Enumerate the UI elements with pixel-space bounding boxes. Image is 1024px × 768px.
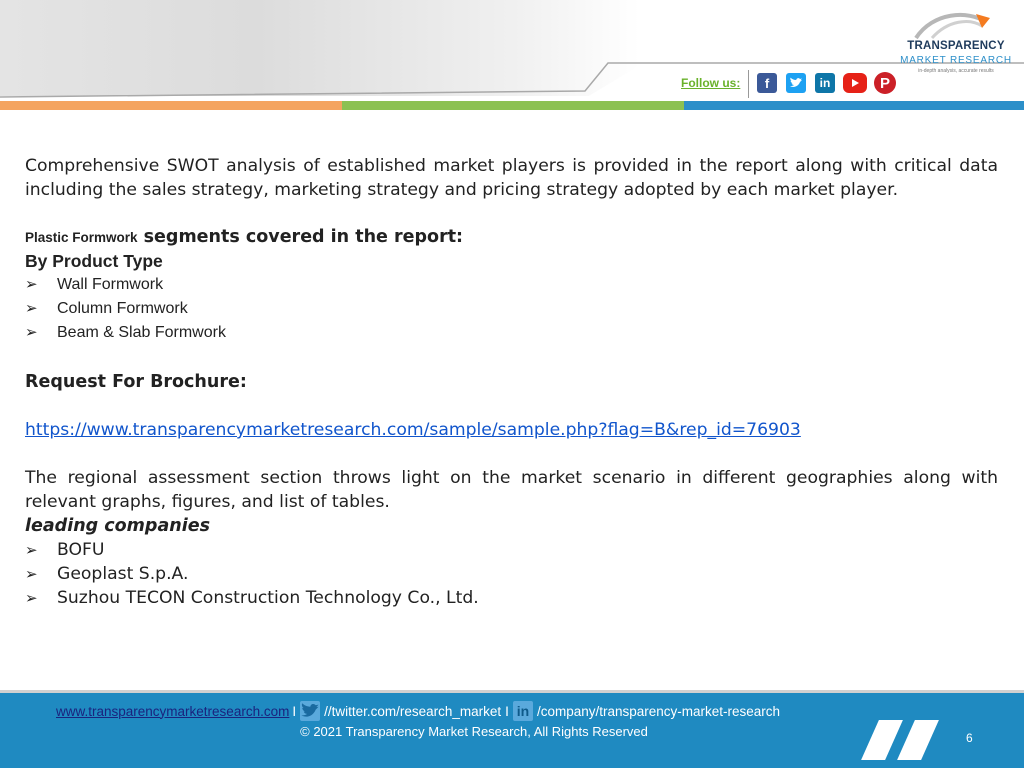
linkedin-link[interactable]: /company/transparency-market-research xyxy=(536,703,781,719)
footer-separator: I xyxy=(505,703,509,719)
list-item-text: Column Formwork xyxy=(57,300,188,317)
logo-arrow-icon xyxy=(898,12,1014,42)
twitter-icon[interactable] xyxy=(300,701,320,721)
follow-us-label: Follow us: xyxy=(681,76,741,90)
regional-paragraph: The regional assessment section throws light on the market scenario in different geographies along with relevant graphs, figures, and list of tables. xyxy=(25,468,998,512)
logo-line2: MARKET RESEARCH xyxy=(900,55,1012,66)
footer xyxy=(0,693,1024,768)
arrow-bullet-icon: ➢ xyxy=(25,276,38,293)
pinterest-icon[interactable]: P xyxy=(874,72,896,94)
header-stripe-green xyxy=(342,101,684,110)
list-item-text: Suzhou TECON Construction Technology Co., Ltd. xyxy=(57,588,479,608)
follow-separator xyxy=(748,70,749,98)
list-item xyxy=(25,273,998,297)
list-item-text: Wall Formwork xyxy=(57,276,164,293)
brochure-link[interactable]: https://www.transparencymarketresearch.com/sample/sample.php?flag=B&rep_id=76903 xyxy=(25,420,801,440)
list-item-text: Geoplast S.p.A. xyxy=(57,564,189,584)
page-number: 6 xyxy=(966,731,973,745)
segments-heading-rest: segments covered in the report: xyxy=(137,227,464,247)
arrow-bullet-icon: ➢ xyxy=(25,541,38,559)
request-brochure-heading: Request For Brochure: xyxy=(25,372,247,392)
list-item-text: Beam & Slab Formwork xyxy=(57,324,226,341)
footer-links xyxy=(56,701,780,721)
arrow-bullet-icon: ➢ xyxy=(25,589,38,607)
header-stripe-blue xyxy=(684,101,1024,110)
intro-paragraph: Comprehensive SWOT analysis of established market players is provided in the report along with critical data including the sales strategy, marketing strategy and pricing strategy adopted by each market player. xyxy=(25,156,998,200)
slide-content xyxy=(25,154,998,610)
facebook-icon[interactable]: f xyxy=(757,73,777,93)
segments-heading xyxy=(25,226,998,249)
logo-line1: TRANSPARENCY xyxy=(907,40,1005,52)
list-item xyxy=(25,562,998,586)
footer-separator: I xyxy=(292,703,297,719)
arrow-bullet-icon: ➢ xyxy=(25,300,38,317)
list-item-text: BOFU xyxy=(57,540,105,560)
arrow-bullet-icon: ➢ xyxy=(25,324,38,341)
list-item xyxy=(25,321,998,345)
linkedin-icon[interactable]: in xyxy=(815,73,835,93)
arrow-bullet-icon: ➢ xyxy=(25,565,38,583)
logo-tagline: in-depth analysis, accurate results xyxy=(918,68,994,74)
segments-heading-product: Plastic Formwork xyxy=(25,230,138,245)
youtube-icon[interactable] xyxy=(843,73,867,93)
product-type-list xyxy=(25,273,998,345)
header-stripe-orange xyxy=(0,101,342,110)
list-item xyxy=(25,538,998,562)
twitter-link[interactable]: //twitter.com/research_market xyxy=(324,703,502,719)
header-divider-line xyxy=(0,0,1024,100)
twitter-icon[interactable] xyxy=(786,73,806,93)
list-item xyxy=(25,297,998,321)
tmr-logo[interactable] xyxy=(898,12,1014,82)
list-item xyxy=(25,586,998,610)
leading-companies-heading: leading companies xyxy=(25,516,210,536)
copyright-text: © 2021 Transparency Market Research, All Rights Reserved xyxy=(300,724,648,739)
by-product-heading: By Product Type xyxy=(25,251,163,271)
website-link[interactable]: www.transparencymarketresearch.com xyxy=(56,703,290,719)
linkedin-icon[interactable]: in xyxy=(513,701,533,721)
companies-list xyxy=(25,538,998,610)
